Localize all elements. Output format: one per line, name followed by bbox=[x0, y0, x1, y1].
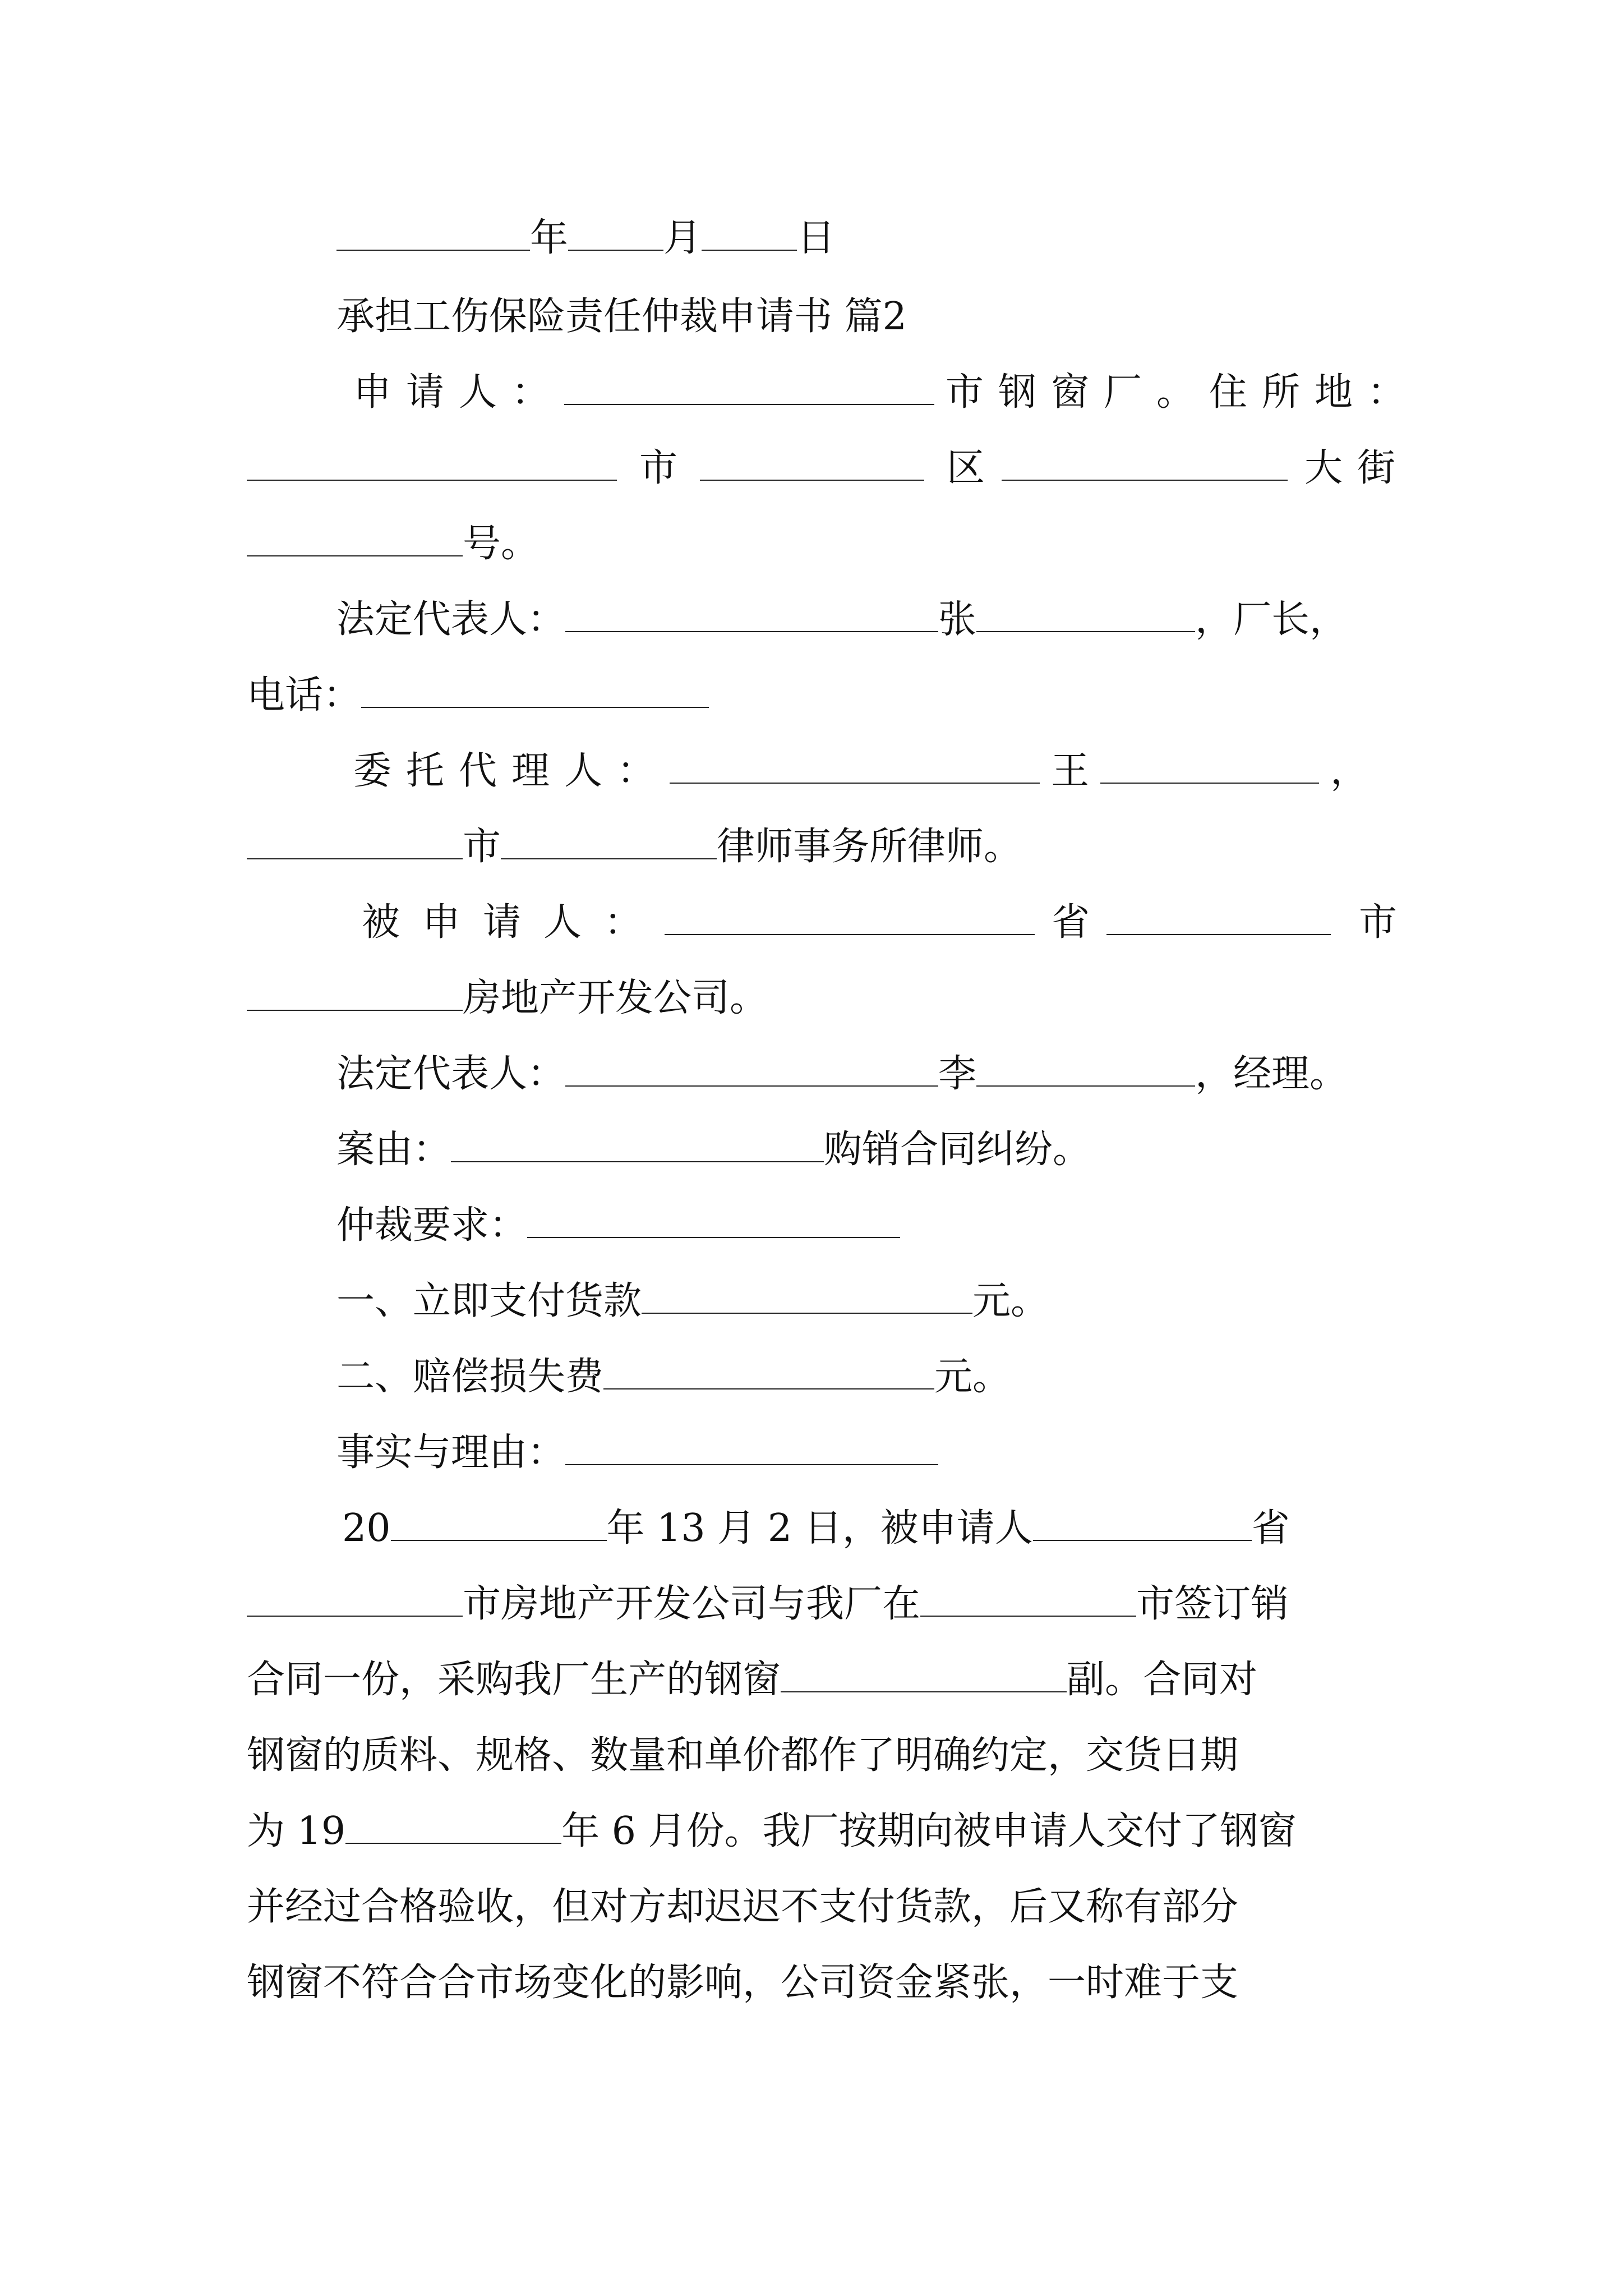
body-line-5: 为 19 年 6 月份。我厂按期向被申请人交付了钢窗 bbox=[247, 1809, 1297, 1853]
agent-line: 委托代理人： 王 ， bbox=[353, 749, 1369, 793]
year-blank bbox=[336, 216, 530, 251]
address-number-line: 号。 bbox=[247, 519, 539, 569]
respondent-rep-line: 法定代表人： 李 ，经理。 bbox=[336, 1052, 1348, 1096]
body-line-1: 20 年 13 月 2 日，被申请人 省 bbox=[342, 1506, 1290, 1550]
date-line: 年 月 日 bbox=[336, 213, 835, 264]
body-line-3: 合同一份，采购我厂生产的钢窗 副。合同对 bbox=[247, 1658, 1258, 1702]
legal-rep-line: 法定代表人： 张 ，厂长， bbox=[336, 597, 1348, 642]
respondent-company-line: 房地产开发公司。 bbox=[247, 973, 768, 1024]
body-line-7: 钢窗不符合合市场变化的影响，公司资金紧张，一时难于支 bbox=[247, 1961, 1239, 2005]
address-line: 市 区 大街 bbox=[247, 443, 1410, 494]
case-cause-line: 案由： 购销合同纠纷。 bbox=[336, 1128, 1091, 1172]
agent-firm-line: 市 律师事务所律师。 bbox=[247, 822, 1022, 872]
respondent-line: 被申请人： 省 市 bbox=[362, 900, 1398, 945]
month-blank bbox=[568, 216, 663, 251]
body-line-2: 市房地产开发公司与我厂在 市签订销 bbox=[247, 1579, 1289, 1630]
body-line-4: 钢窗的质料、规格、数量和单价都作了明确约定，交货日期 bbox=[247, 1733, 1239, 1778]
body-line-6: 并经过合格验收，但对方却迟迟不支付货款，后又称有部分 bbox=[247, 1885, 1239, 1929]
phone-line: 电话： bbox=[247, 670, 709, 721]
section-title: 承担工伤保险责任仲裁申请书 篇2 bbox=[336, 295, 907, 339]
facts-reasons-line: 事实与理由： bbox=[336, 1428, 938, 1478]
request-item-1: 一、立即支付货款 元。 bbox=[336, 1279, 1049, 1323]
applicant-line: 申请人： 市钢窗厂。住所地： bbox=[353, 370, 1421, 415]
arbitration-request-line: 仲裁要求： bbox=[336, 1200, 900, 1251]
request-item-2: 二、赔偿损失费 元。 bbox=[336, 1355, 1011, 1399]
day-blank bbox=[702, 216, 797, 251]
